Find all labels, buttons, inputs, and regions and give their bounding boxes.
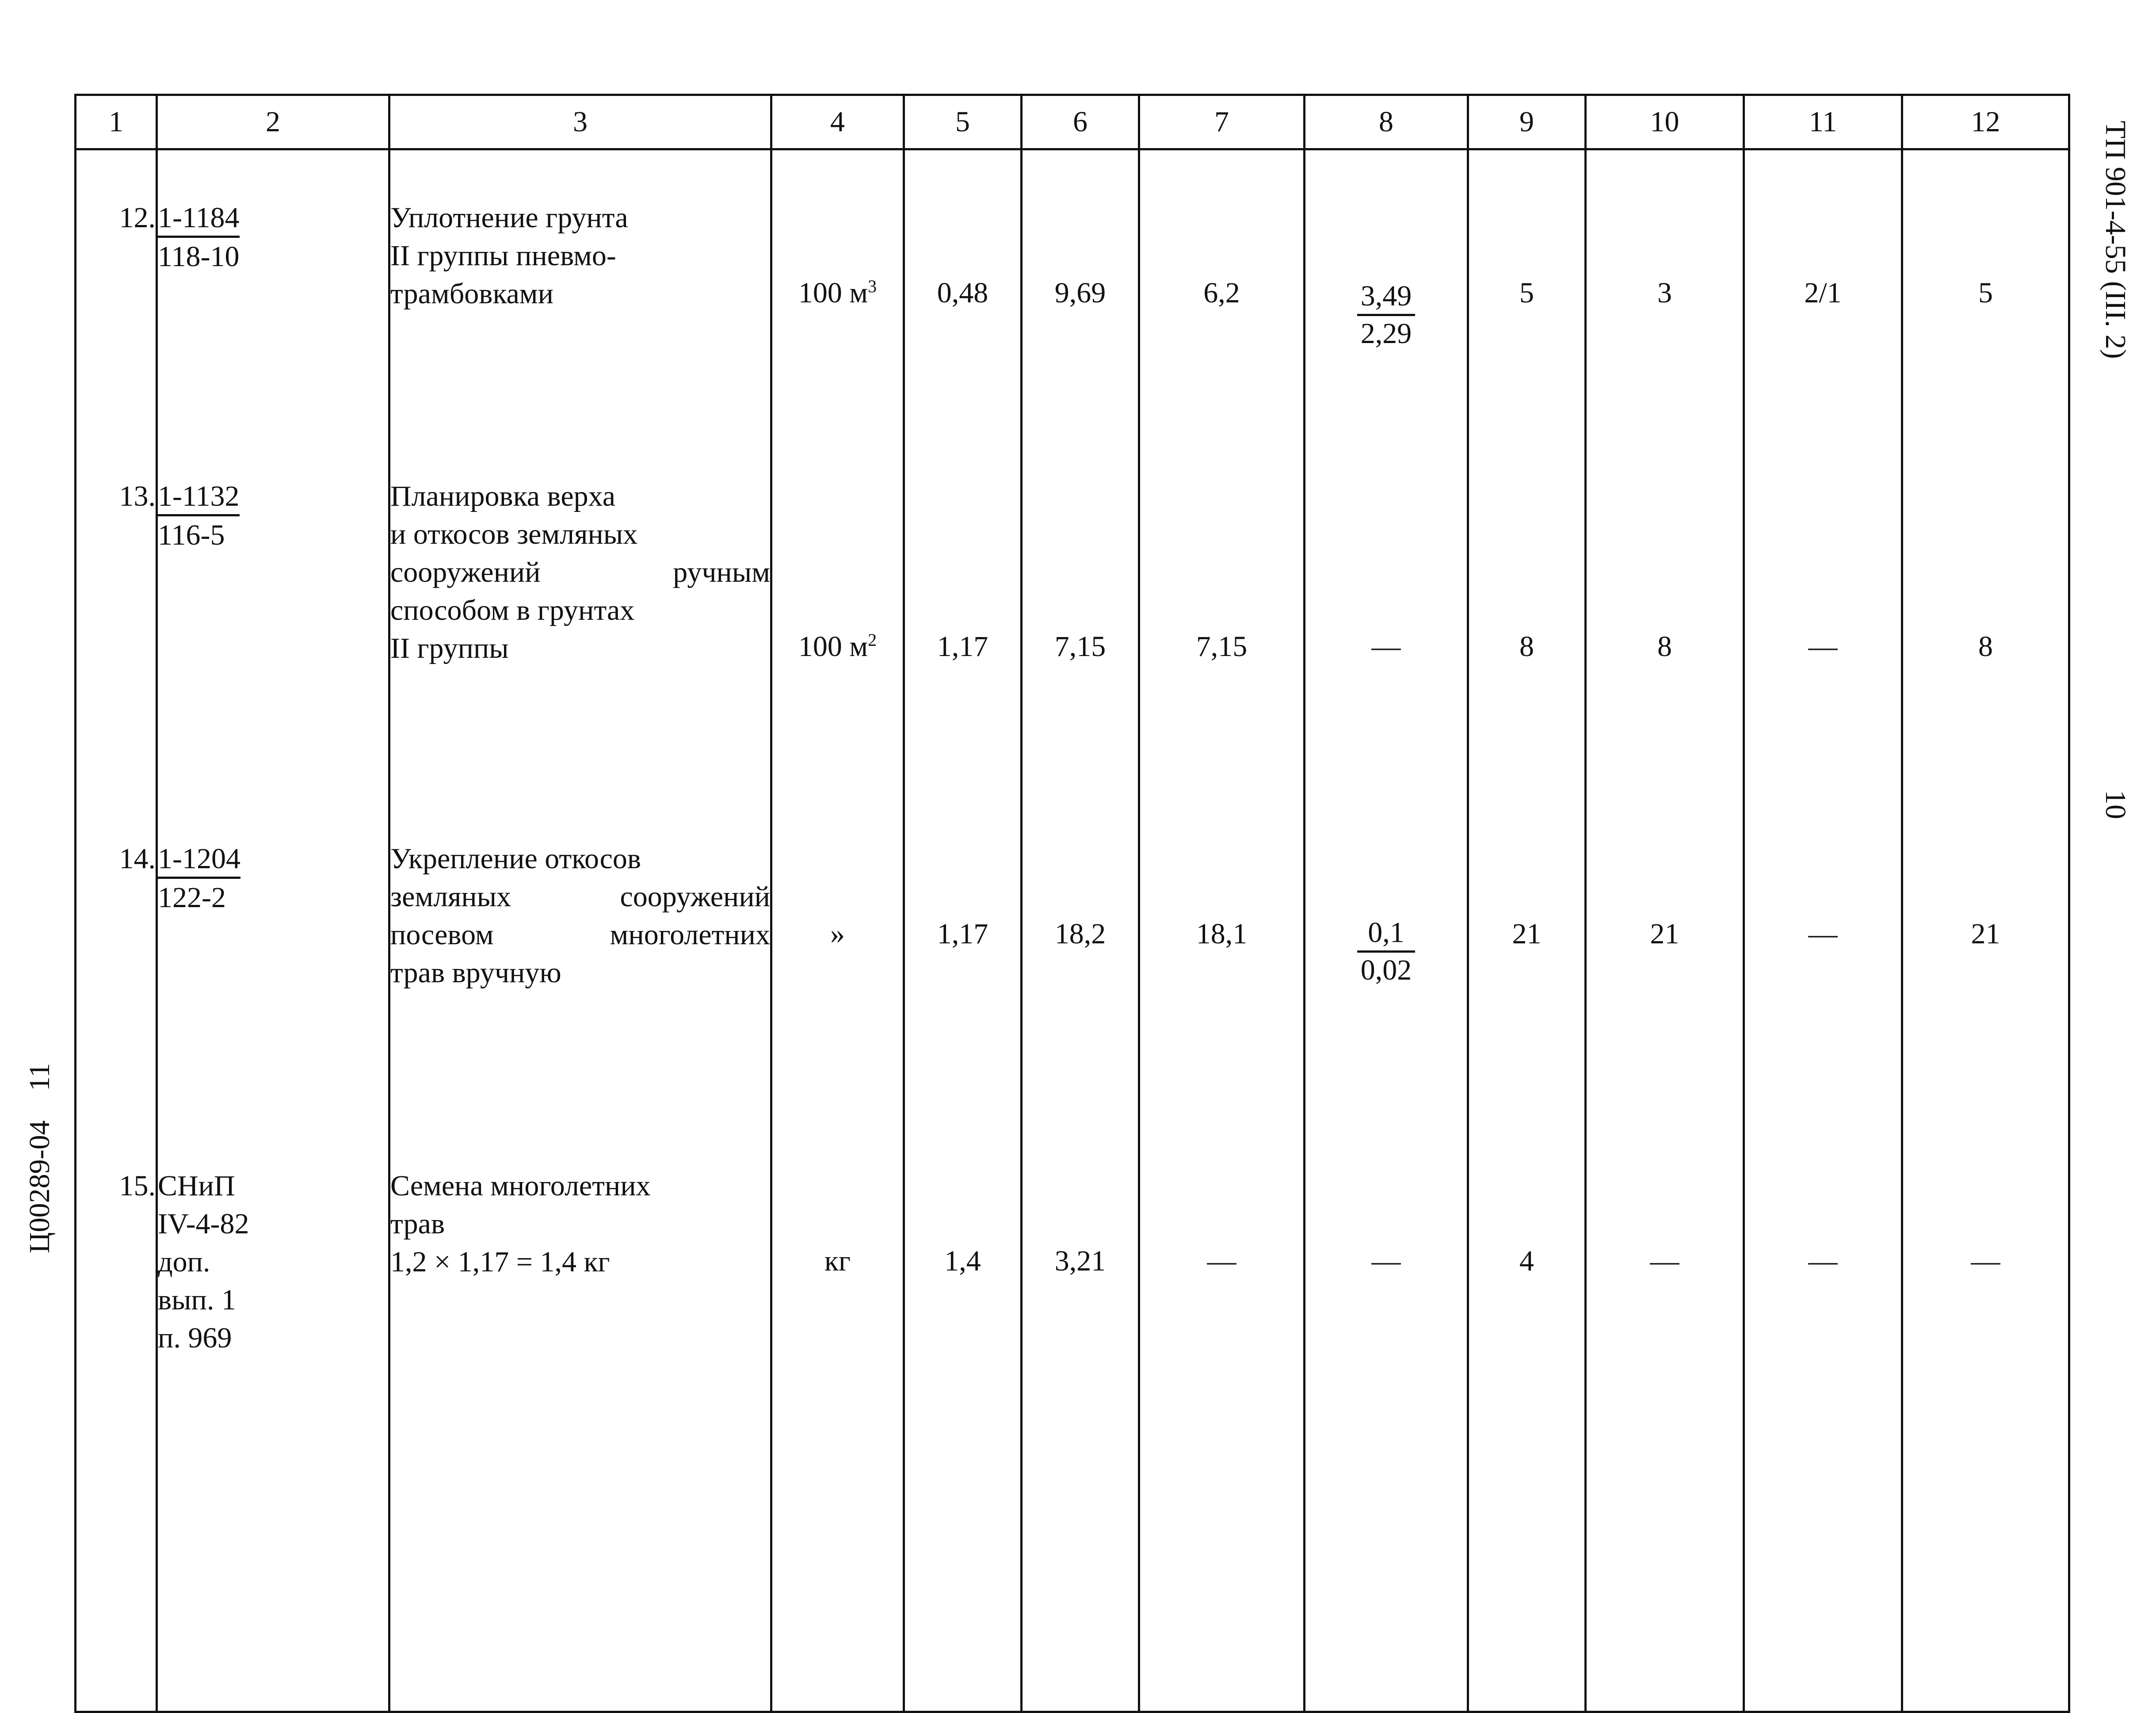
cell-8 [1305, 787, 1468, 1114]
col-header-8: 8 [1305, 95, 1468, 149]
value: 8 [1978, 630, 1993, 663]
code-top: 1-1132 [158, 479, 240, 516]
value: 21 [1650, 918, 1679, 950]
col-header-11: 11 [1744, 95, 1902, 149]
work-description [389, 787, 771, 1114]
value: 3,21 [1054, 1245, 1106, 1277]
value: 2/1 [1804, 277, 1842, 309]
cell-6 [1022, 149, 1139, 429]
value: — [1371, 1245, 1401, 1277]
cell-12 [1902, 429, 2069, 787]
cell-5 [904, 149, 1022, 429]
col-header-3: 3 [389, 95, 771, 149]
value: 7,15 [1054, 630, 1106, 663]
cell-12 [1902, 787, 2069, 1114]
col-header-2: 2 [157, 95, 389, 149]
work-description [389, 1114, 771, 1712]
cell-6 [1022, 1114, 1139, 1712]
value: 1,4 [944, 1245, 981, 1277]
desc-line: 1,2 × 1,17 = 1,4 кг [390, 1246, 610, 1278]
value: — [1808, 918, 1838, 950]
table-row [76, 429, 2069, 787]
work-description [389, 429, 771, 787]
unit: кг [824, 1245, 851, 1277]
desc-line: и откосов земляных [390, 518, 638, 550]
code-top: 1-1184 [158, 200, 240, 238]
code-line: СНиП [158, 1170, 235, 1202]
desc-line: трав [390, 1208, 445, 1240]
cell-12 [1902, 1114, 2069, 1712]
code-bottom: 122-2 [158, 881, 226, 914]
cell-9 [1468, 1114, 1586, 1712]
cell-5 [904, 787, 1022, 1114]
cell-6 [1022, 429, 1139, 787]
code-bottom: 116-5 [158, 519, 225, 551]
value: — [1207, 1245, 1236, 1277]
col-header-9: 9 [1468, 95, 1586, 149]
desc-line: трав вручную [390, 957, 561, 989]
unit: 100 $м^2$ [798, 630, 877, 663]
cell-8 [1305, 149, 1468, 429]
cell-8 [1305, 1114, 1468, 1712]
col-header-1: 1 [76, 95, 157, 149]
col-header-4: 4 [771, 95, 904, 149]
cell-11 [1744, 787, 1902, 1114]
col-header-10: 10 [1586, 95, 1744, 149]
cell-10 [1586, 429, 1744, 787]
cell-6 [1022, 787, 1139, 1114]
value: 6,2 [1203, 277, 1240, 309]
desc-line: II группы пневмо- [390, 240, 616, 272]
col-header-7: 7 [1139, 95, 1305, 149]
desc-line: способом в грунтах [390, 594, 635, 626]
cell-10 [1586, 1114, 1744, 1712]
code-line: п. 969 [158, 1322, 232, 1354]
code-line: IV-4-82 [158, 1208, 249, 1240]
desc-line: сооружений ручным [390, 556, 770, 588]
value: 7,15 [1196, 630, 1248, 663]
table-row [76, 149, 2069, 429]
cell-10 [1586, 787, 1744, 1114]
work-description [389, 149, 771, 429]
unit: » [830, 918, 845, 950]
unit-cell [771, 1114, 904, 1712]
desc-line: Планировка верха [390, 480, 616, 512]
value: 3 [1657, 277, 1672, 309]
norm-code [157, 149, 389, 429]
row-number: 13. [76, 429, 157, 787]
code-line: доп. [158, 1246, 210, 1278]
cell-11 [1744, 1114, 1902, 1712]
left-margin-code [22, 1052, 57, 1264]
cell-9 [1468, 149, 1586, 429]
unit-cell [771, 429, 904, 787]
value: 1,17 [937, 918, 988, 950]
col-header-12: 12 [1902, 95, 2069, 149]
cell-11 [1744, 149, 1902, 429]
code-bottom: 118-10 [158, 240, 240, 273]
fraction-value: $\frac{0,1}{0,02}$ [1357, 915, 1416, 988]
cell-7 [1139, 1114, 1305, 1712]
cell-7 [1139, 149, 1305, 429]
table-row [76, 1114, 2069, 1712]
left-page-number: 11 [23, 1063, 56, 1091]
desc-line: Уплотнение грунта [390, 202, 628, 234]
cell-7 [1139, 429, 1305, 787]
cell-8 [1305, 429, 1468, 787]
norm-code [157, 787, 389, 1114]
cell-10 [1586, 149, 1744, 429]
unit-cell [771, 787, 904, 1114]
value: 21 [1971, 918, 2000, 950]
cell-12 [1902, 149, 2069, 429]
cell-5 [904, 429, 1022, 787]
value: 18,1 [1196, 918, 1248, 950]
desc-line: Укрепление откосов [390, 843, 641, 875]
code-top: 1-1204 [158, 841, 240, 879]
desc-line: Семена многолетних [390, 1170, 651, 1202]
fraction-value: $\frac{3,49}{2,29}$ [1357, 279, 1416, 351]
doc-code-label: ТП 901-4-55 (III. 2) [2099, 120, 2132, 359]
row-number: 14. [76, 787, 157, 1114]
cell-9 [1468, 429, 1586, 787]
desc-line: трамбовками [390, 278, 553, 310]
col-header-5: 5 [904, 95, 1022, 149]
norm-code [157, 429, 389, 787]
estimate-table [74, 94, 2070, 1713]
value: 0,48 [937, 277, 988, 309]
value: — [1808, 1245, 1838, 1277]
value: 5 [1519, 277, 1534, 309]
cell-11 [1744, 429, 1902, 787]
page-number-right: 10 [2099, 790, 2132, 819]
value: 9,69 [1054, 277, 1106, 309]
unit-cell [771, 149, 904, 429]
value: 5 [1978, 277, 1993, 309]
cell-5 [904, 1114, 1022, 1712]
value: 1,17 [937, 630, 988, 663]
value: — [1371, 630, 1401, 663]
table-row [76, 787, 2069, 1114]
value: 4 [1519, 1245, 1534, 1277]
desc-line: посевом многолетних [390, 919, 770, 951]
norm-code [157, 1114, 389, 1712]
value: 18,2 [1054, 918, 1106, 950]
unit: 100 $м^3$ [798, 276, 877, 309]
value: 8 [1519, 630, 1534, 663]
value: 8 [1657, 630, 1672, 663]
desc-line: II группы [390, 632, 509, 664]
code-line: вып. 1 [158, 1284, 236, 1316]
col-header-6: 6 [1022, 95, 1139, 149]
value: — [1650, 1245, 1679, 1277]
value: 21 [1512, 918, 1542, 950]
row-number: 15. [76, 1114, 157, 1712]
header-row [76, 95, 2069, 149]
value: — [1971, 1245, 2000, 1277]
cell-9 [1468, 787, 1586, 1114]
left-code: Ц00289-04 [23, 1120, 56, 1254]
cell-7 [1139, 787, 1305, 1114]
desc-line: земляных сооружений [390, 881, 770, 913]
value: — [1808, 630, 1838, 663]
row-number: 12. [76, 149, 157, 429]
